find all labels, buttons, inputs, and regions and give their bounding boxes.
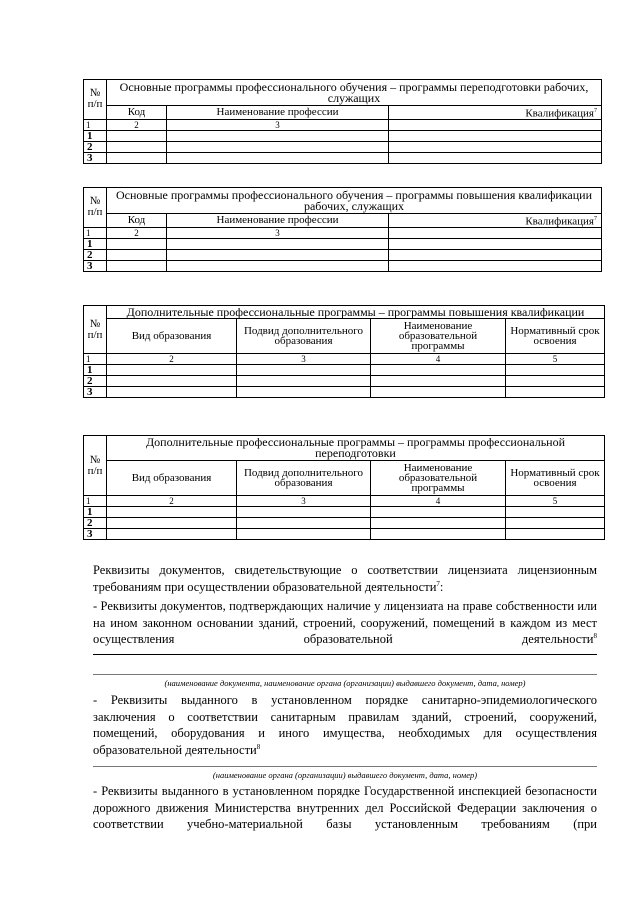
requisites-traffic-police: - Реквизиты выданного в установленном порядке Государственной инспекцией безопасности дорожного движения Министерства внутренних дел Российской Федерации заключения о соответствии учебно-материальной базы установленным требованиям (при bbox=[93, 784, 597, 831]
table-row: 2 bbox=[84, 141, 602, 152]
table-retraining-workers bbox=[83, 79, 602, 164]
index-cell: 2 bbox=[107, 354, 237, 365]
table-title: Основные программы профессионального обучения – программы переподготовки рабочих, служащих bbox=[107, 80, 602, 106]
col-study-term: Нормативный срок освоения bbox=[506, 461, 605, 496]
table-row: 3 bbox=[84, 529, 605, 540]
num-header: № п/п bbox=[84, 80, 107, 120]
table-row: 2 bbox=[84, 518, 605, 529]
col-program-name: Наименование образовательной программы bbox=[371, 319, 506, 354]
index-cell: 3 bbox=[237, 496, 371, 507]
table-row: 1 bbox=[84, 507, 605, 518]
col-profession: Наименование профессии bbox=[167, 214, 389, 228]
col-profession: Наименование профессии bbox=[167, 106, 389, 120]
table-row: 2 bbox=[84, 376, 605, 387]
table-row: 3 bbox=[84, 152, 602, 163]
table-row: 2 bbox=[84, 249, 602, 260]
num-header: № п/п bbox=[84, 436, 107, 496]
col-code: Код bbox=[107, 214, 167, 228]
requisites-premises: - Реквизиты документов, подтверждающих наличие у лицензиата на праве собственности или на ином законном основании зданий, строений, сооружений, помещений в каждом из мест осуществления образовательной деятельности$^8$ bbox=[93, 599, 597, 646]
index-cell: 4 bbox=[371, 496, 506, 507]
col-qualification: Квалификация$^7$ bbox=[389, 214, 602, 228]
table-row: 1 bbox=[84, 130, 602, 141]
blank-line bbox=[93, 654, 597, 655]
table-row: 3 bbox=[84, 260, 602, 271]
index-cell: 3 bbox=[237, 354, 371, 365]
col-education-subtype: Подвид дополнительного образования bbox=[237, 319, 371, 354]
table-additional-qualification bbox=[83, 305, 605, 398]
index-cell: 5 bbox=[506, 354, 605, 365]
table-row: 3 bbox=[84, 387, 605, 398]
index-cell bbox=[389, 119, 602, 130]
index-cell: 3 bbox=[167, 227, 389, 238]
index-cell: 3 bbox=[167, 119, 389, 130]
index-cell: 1 bbox=[84, 227, 107, 238]
col-education-type: Вид образования bbox=[107, 461, 237, 496]
table-additional-retraining bbox=[83, 435, 605, 540]
index-cell: 1 bbox=[84, 119, 107, 130]
col-study-term: Нормативный срок освоения bbox=[506, 319, 605, 354]
table-title: Основные программы профессионального обучения – программы повышения квалификации рабочих, служащих bbox=[107, 188, 602, 214]
table-row: 1 bbox=[84, 365, 605, 376]
index-cell: 4 bbox=[371, 354, 506, 365]
blank-line bbox=[93, 766, 597, 767]
index-cell: 1 bbox=[84, 496, 107, 507]
col-code: Код bbox=[107, 106, 167, 120]
col-qualification: Квалификация$^7$ bbox=[389, 106, 602, 120]
requisites-sanitary: - Реквизиты выданного в установленном порядке санитарно-эпидемиологического заключения о соответствии санитарным правилам зданий, строений, сооружений, помещений, оборудования и иного имущества, необходимых для осуществления образовательной деятельности$^8$ bbox=[93, 693, 597, 757]
table-qualification-workers bbox=[83, 187, 602, 272]
col-education-type: Вид образования bbox=[107, 319, 237, 354]
caption-organ: (наименование органа (организации) выдавшего документ, дата, номер) bbox=[212, 770, 478, 780]
index-cell: 2 bbox=[107, 496, 237, 507]
num-header: № п/п bbox=[84, 306, 107, 354]
requisites-intro: Реквизиты документов, свидетельствующие о соответствии лицензиата лицензионным требованиям при осуществлении образовательной деятельности$^7$: bbox=[93, 563, 597, 594]
col-education-subtype: Подвид дополнительного образования bbox=[237, 461, 371, 496]
blank-line bbox=[93, 674, 597, 675]
num-header: № п/п bbox=[84, 188, 107, 228]
index-cell: 2 bbox=[107, 119, 167, 130]
index-cell: 1 bbox=[84, 354, 107, 365]
index-cell bbox=[389, 227, 602, 238]
table-row: 1 bbox=[84, 238, 602, 249]
index-cell: 2 bbox=[107, 227, 167, 238]
table-title: Дополнительные профессиональные программы – программы повышения квалификации bbox=[107, 306, 605, 319]
col-program-name: Наименование образовательной программы bbox=[371, 461, 506, 496]
caption-document: (наименование документа, наименование органа (организации) выдавшего документ, дата, номер) bbox=[164, 678, 526, 688]
index-cell: 5 bbox=[506, 496, 605, 507]
table-title: Дополнительные профессиональные программы – программы профессиональной переподготовки bbox=[107, 436, 605, 461]
